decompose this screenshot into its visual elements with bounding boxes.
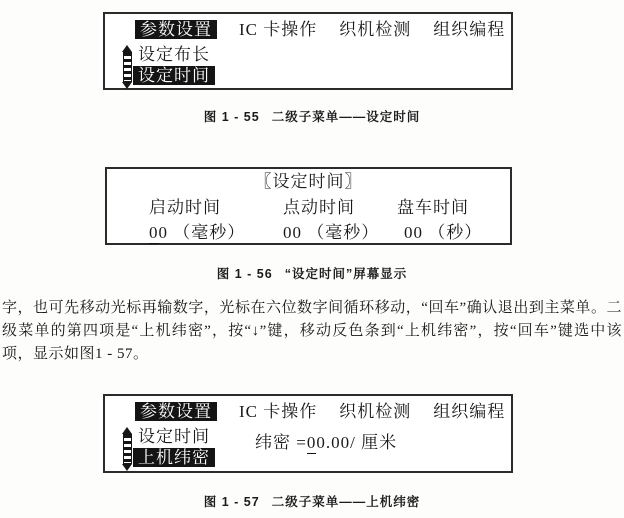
arrow-up-icon bbox=[122, 45, 132, 52]
figure-56-screen bbox=[105, 167, 512, 245]
menu-item-ic-card: IC 卡操作 bbox=[239, 402, 318, 421]
figure-number: 图 1 - 57 bbox=[203, 495, 260, 509]
body-paragraph bbox=[2, 297, 622, 366]
field-value-start-time bbox=[149, 224, 245, 241]
field-label-turning-time: 盘车时间 bbox=[397, 198, 469, 217]
scroll-indicator-icon bbox=[121, 45, 133, 89]
menu-item-weave-program: 组织编程 bbox=[433, 20, 506, 39]
screen-title: 〖设定时间〗 bbox=[254, 172, 363, 191]
arrow-up-icon bbox=[122, 427, 132, 434]
menu-item-parameter-setting: 参数设置 bbox=[135, 402, 217, 421]
body-line-2: 级菜单的第四项是“上机纬密”，按“↓”键，移动反色条到“上机纬密”，按“回车”键选中该 bbox=[2, 323, 622, 339]
submenu-item-set-time: 设定时间 bbox=[133, 66, 215, 85]
field-label-jog-time: 点动时间 bbox=[283, 198, 355, 217]
submenu-item-weft-density: 上机纬密 bbox=[133, 448, 215, 467]
figure-title: 二级子菜单——上机纬密 bbox=[271, 495, 421, 509]
menu-item-loom-detect: 织机检测 bbox=[339, 402, 412, 421]
scroll-indicator-icon bbox=[121, 427, 133, 471]
scroll-bar bbox=[123, 52, 132, 82]
menu-item-ic-card: IC 卡操作 bbox=[239, 20, 318, 39]
menu-item-loom-detect: 织机检测 bbox=[339, 20, 412, 39]
submenu-item-cloth-length: 设定布长 bbox=[138, 45, 210, 64]
value-rest: 00 （秒） bbox=[404, 223, 483, 242]
figure-55-caption bbox=[0, 107, 624, 125]
figure-55-screen bbox=[103, 12, 513, 90]
field-label-start-time: 启动时间 bbox=[149, 198, 221, 217]
menu-item-weave-program: 组织编程 bbox=[433, 402, 506, 421]
figure-57-screen bbox=[103, 394, 513, 473]
figure-56-caption bbox=[0, 264, 624, 282]
value-rest: 0 （毫秒） bbox=[158, 223, 246, 242]
menu-item-parameter-setting: 参数设置 bbox=[135, 20, 217, 39]
field-value-jog-time bbox=[283, 224, 379, 241]
figure-title: “设定时间”屏幕显示 bbox=[284, 267, 408, 281]
cursor-digit: 0 bbox=[149, 223, 159, 242]
figure-number: 图 1 - 56 bbox=[216, 267, 273, 281]
weft-density-label: 纬密 = bbox=[255, 433, 307, 452]
weft-density-field bbox=[255, 434, 397, 451]
scroll-bar bbox=[123, 434, 132, 464]
submenu-item-set-time: 设定时间 bbox=[138, 427, 210, 446]
main-menu-row bbox=[135, 402, 505, 421]
main-menu-row bbox=[135, 20, 505, 39]
arrow-down-icon bbox=[122, 82, 132, 89]
field-value-turning-time bbox=[404, 224, 482, 241]
value-rest: 0.00/ 厘米 bbox=[316, 433, 398, 452]
arrow-down-icon bbox=[122, 464, 132, 471]
figure-57-caption bbox=[0, 492, 624, 510]
figure-number: 图 1 - 55 bbox=[203, 110, 260, 124]
figure-title: 二级子菜单——设定时间 bbox=[271, 110, 421, 124]
cursor-digit: 0 bbox=[306, 433, 317, 452]
body-line-3: 项，显示如图1 - 57。 bbox=[2, 346, 149, 362]
value-rest: 00 （毫秒） bbox=[283, 223, 380, 242]
body-line-1: 字，也可先移动光标再输数字，光标在六位数字间循环移动，“回车”确认退出到主菜单。二 bbox=[2, 300, 622, 316]
